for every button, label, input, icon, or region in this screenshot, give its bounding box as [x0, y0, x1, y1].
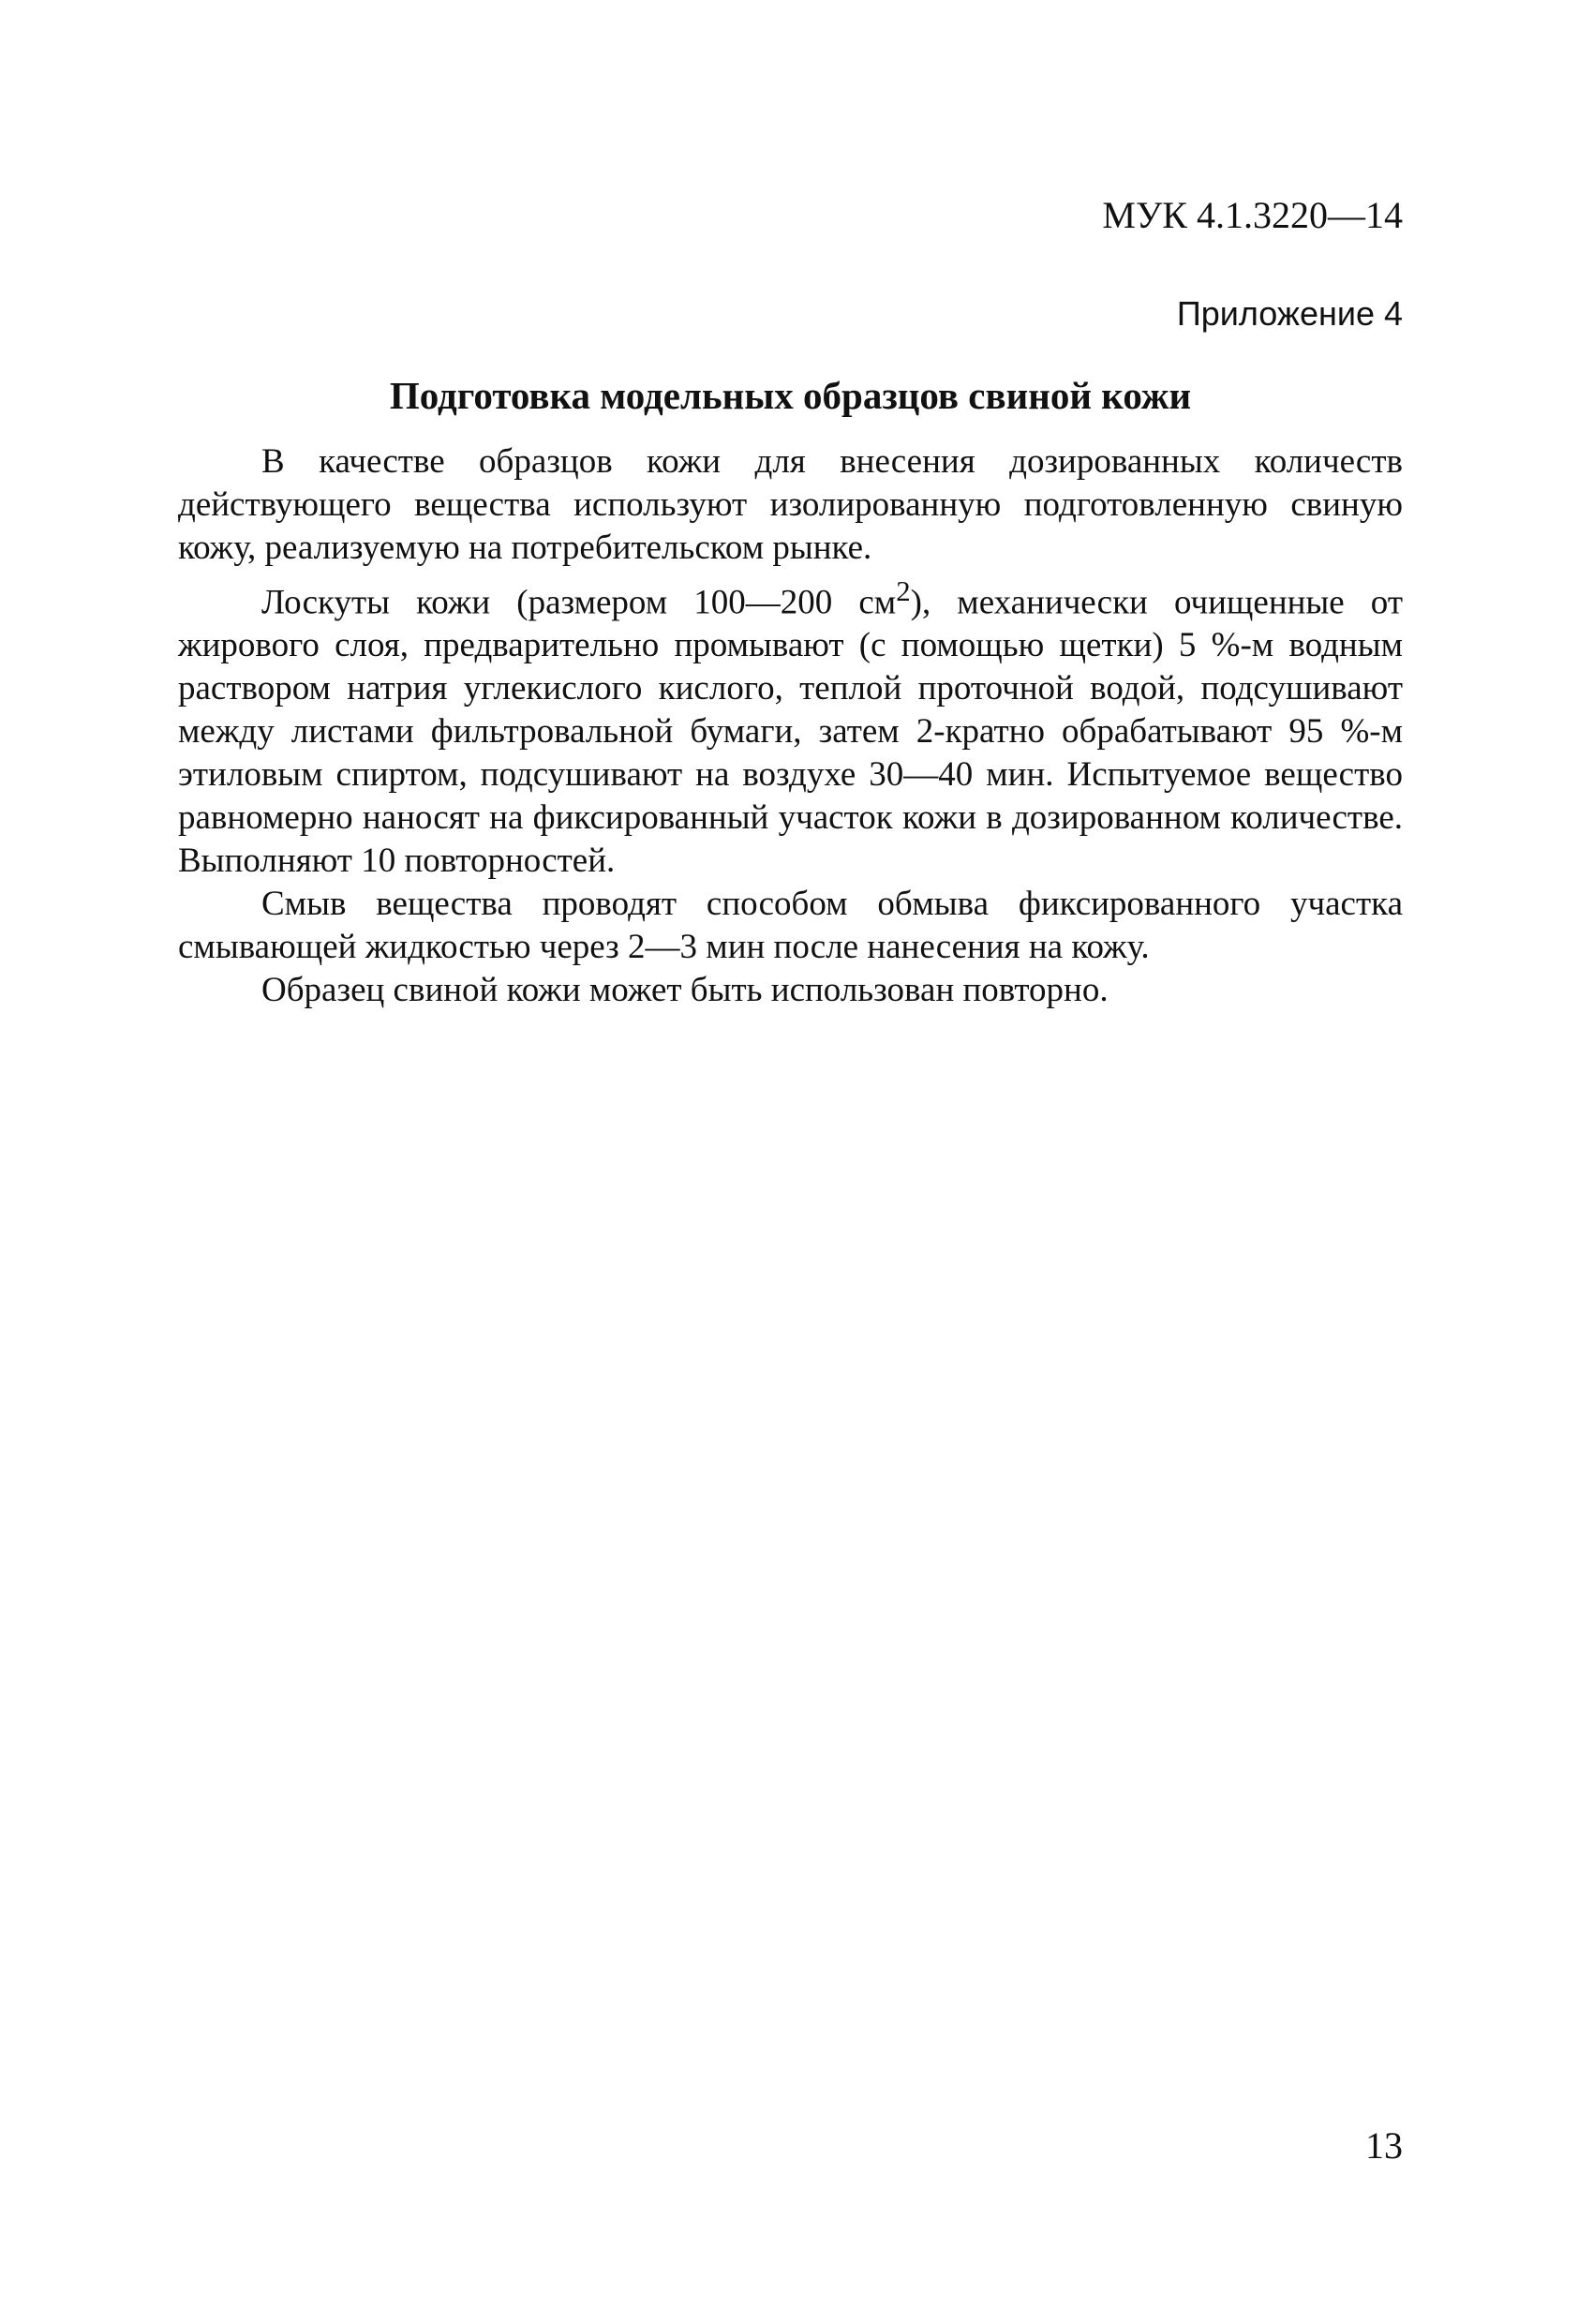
- paragraph-3: Смыв вещества проводят способом обмыва фиксированного участка смывающей жидкостью через 2—3 мин после нанесения на кожу.: [178, 885, 1403, 967]
- paragraph-2-superscript: 2: [896, 575, 911, 607]
- paragraph-4: Образец свиной кожи может быть использован повторно.: [261, 971, 1109, 1010]
- paragraph-1: В качестве образцов кожи для внесения дозированных количеств действующего вещества используют изолированную подготовленную свиную кожу, реализуемую на потребительском рынке.: [178, 442, 1403, 567]
- page-title: Подготовка модельных образцов свиной кожи: [389, 374, 1192, 417]
- document-code: МУК 4.1.3220—14: [1102, 194, 1403, 236]
- body-text: [178, 440, 1403, 1012]
- paragraph-2-after: ), механически очищенные от жирового слоя, предварительно промывают (с помощью щетки) 5 %-м водным раствором натрия углекислого кислого, теплой проточной водой, подсушивают между листами фильтровальной бумаги, затем 2-кратно обрабатывают 95 %-м этиловым спиртом, подсушивают на воздухе 30—40 мин. Испытуемое вещество равномерно наносят на фиксированный участок кожи в дозированном количестве. Выполняют 10 повторностей.: [178, 583, 1403, 881]
- paragraph-2: [178, 570, 1403, 883]
- page-number: 13: [1365, 2124, 1403, 2167]
- appendix-label: Приложение 4: [1176, 294, 1403, 333]
- paragraph-2-before: Лоскуты кожи (размером 100—200 см: [261, 583, 897, 622]
